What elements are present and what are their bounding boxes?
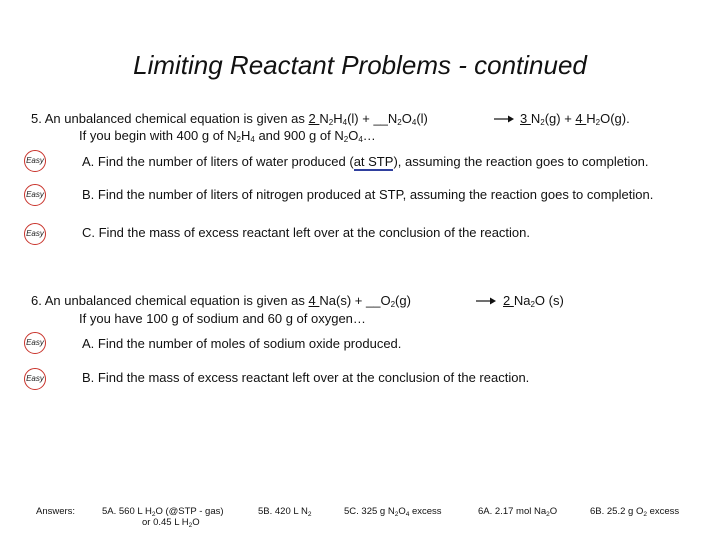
difficulty-badge: Easy <box>24 184 46 206</box>
question-5c: C. Find the mass of excess reactant left over at the conclusion of the reaction. <box>82 225 531 240</box>
answers-label: Answers: <box>36 506 76 517</box>
problem6-intro: 6. An unbalanced chemical equation is given as <box>31 293 309 308</box>
coefficient-blank: __ <box>365 293 381 308</box>
difficulty-badge: Easy <box>24 368 46 390</box>
problem6-equation: 6. An unbalanced chemical equation is given as 4 $Na(s) + \_\_O_2(g)$ <box>31 293 411 309</box>
problem5-intro: 5. An unbalanced chemical equation is given as <box>31 111 309 126</box>
answer-5a: 5A. 560 L $H_2O$ (@STP - gas) or 0.45 L $H_2O$ <box>102 506 224 529</box>
problem5-equation: 5. An unbalanced chemical equation is given as 2 $N_2H_4(l)$ + $\_\_N_2O_4(l)$ <box>31 111 428 127</box>
question-6a: A. Find the number of moles of sodium oxide produced. <box>82 336 402 351</box>
answer-6a: 6A. 2.17 mol $Na_2O$ <box>478 506 558 518</box>
answer-6b: 6B. 25.2 g $O_2$ excess <box>590 506 680 518</box>
problem6-given: If you have 100 g of sodium and 60 g of oxygen… <box>79 311 366 326</box>
coefficient-blank: 3 <box>520 111 531 126</box>
reaction-arrow-icon <box>476 295 496 307</box>
problem6-products: 2 $Na_2O$ (s) <box>503 293 564 309</box>
coefficient-blank: 2 <box>308 111 320 126</box>
coefficient-blank: __ <box>373 111 388 126</box>
coefficient-blank: 4 <box>308 293 320 308</box>
page-title: Limiting Reactant Problems - continued <box>133 50 587 80</box>
coefficient-blank: 4 <box>575 111 587 126</box>
question-5b: B. Find the number of liters of nitrogen produced at STP, assuming the reaction goes to completion. <box>82 187 654 202</box>
problem5-given: If you begin with 400 g of $N_2H_4$ and 900 g of $N_2O_4\dots$ <box>79 128 376 144</box>
reaction-arrow-icon <box>494 113 514 125</box>
stp-underline: at STP <box>353 154 394 169</box>
answer-5c: 5C. 325 g $N_2O_4$ excess <box>344 506 442 518</box>
answer-5b: 5B. 420 L $N_2$ <box>258 506 312 518</box>
question-5a: A. Find the number of liters of water produced (at STP), assuming the reaction goes to completion. <box>82 154 649 169</box>
question-6b: B. Find the mass of excess reactant left over at the conclusion of the reaction. <box>82 370 530 385</box>
difficulty-badge: Easy <box>24 223 46 245</box>
problem5-products: 3 $N_2(g) + 4$ $H_2O(g)$. <box>520 111 630 127</box>
difficulty-badge: Easy <box>24 332 46 354</box>
coefficient-blank: 2 <box>503 293 514 308</box>
difficulty-badge: Easy <box>24 150 46 172</box>
